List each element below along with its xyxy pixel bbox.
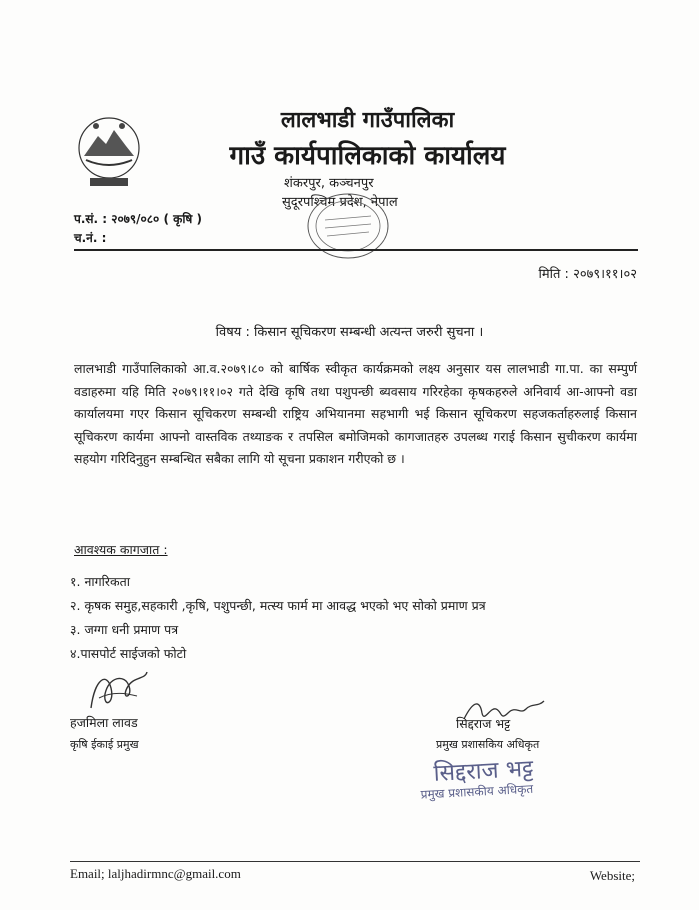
stamp-title: प्रमुख प्रशासकीय अधिकृत	[420, 781, 534, 802]
letter-date: मिति : २०७९।११।०२	[538, 267, 637, 282]
letter-body: लालभाडी गाउँपालिकाको आ.व.२०७९।८० को बार्षिक स्वीकृत कार्यक्रमको लक्ष्य अनुसार यस लालभाडी गा.पा. का सम्पुर्ण वडाहरुमा यहि मिति २०७९।११।०२ गते देखि कृषि तथा पशुपन्छी ब्यवसाय गरिरहेका कृषकहरुले अनिवार्य आ-आफ्नो वडा कार्यालयमा गएर किसान सूचिकरण सम्बन्धी राष्ट्रिय अभियानमा सहभागी भई किसान सूचिकरण सहजकर्ताहरुलाई किसान सूचिकरण कार्यमा आफ्नो वास्तविक तथ्याङक र तपसिल बमोजिमको कागजातहरु उपलब्ध गराई किसान सुचीकरण कार्यमा सहयोग गरिदिनुहुन सम्बन्धित सबैका लागि यो सूचना प्रकाशन गरीएको छ ।	[74, 361, 637, 466]
org-name: लालभाडी गाउँपालिका	[280, 108, 455, 133]
footer-email: Email; laljhadirmnc@gmail.com	[70, 866, 241, 881]
officer-name-stamp	[419, 754, 561, 805]
address-line-1: शंकरपुर, कञ्चनपुर	[284, 176, 374, 191]
list-item: १. नागरिकता	[70, 574, 130, 589]
footer-divider	[70, 861, 640, 862]
required-documents-list	[70, 570, 486, 666]
left-handwritten-signature	[85, 668, 155, 714]
left-signatory-title: कृषि ईकाई प्रमुख	[70, 738, 139, 751]
list-item: ३. जग्गा धनी प्रमाण पत्र	[70, 622, 179, 637]
reference-number: प.सं. : २०७९/०८० ( कृषि )	[74, 212, 203, 226]
list-item: २. कृषक समुह,सहकारी ,कृषि, पशुपन्छी, मत्स्य फार्म मा आवद्ध भएको भए सोको प्रमाण प्रत्र	[70, 598, 486, 613]
required-documents-heading: आवश्यक कागजात :	[74, 542, 168, 557]
office-seal-stamp	[303, 190, 393, 262]
letter-subject: विषय : किसान सूचिकरण सम्बन्धी अत्यन्त जरुरी सुचना ।	[215, 325, 484, 340]
address-line-2: सुदूरपश्चिम प्रदेश, नेपाल	[282, 195, 398, 210]
office-name: गाउँ कार्यपालिकाको कार्यालय	[229, 141, 506, 171]
header-divider	[74, 249, 638, 251]
stamp-name: सिद्दराज भट्ट	[432, 755, 534, 787]
left-signatory-name: हजमिला लावड	[70, 715, 138, 730]
right-signatory-title: प्रमुख प्रशासकिय अधिकृत	[436, 738, 540, 751]
footer-website: Website;	[589, 868, 635, 883]
list-item: ४.पासपोर्ट साईजको फोटो	[70, 646, 187, 661]
right-signatory-name: सिद्दराज भट्ट	[456, 716, 511, 731]
dispatch-number: च.नं. :	[74, 231, 107, 245]
